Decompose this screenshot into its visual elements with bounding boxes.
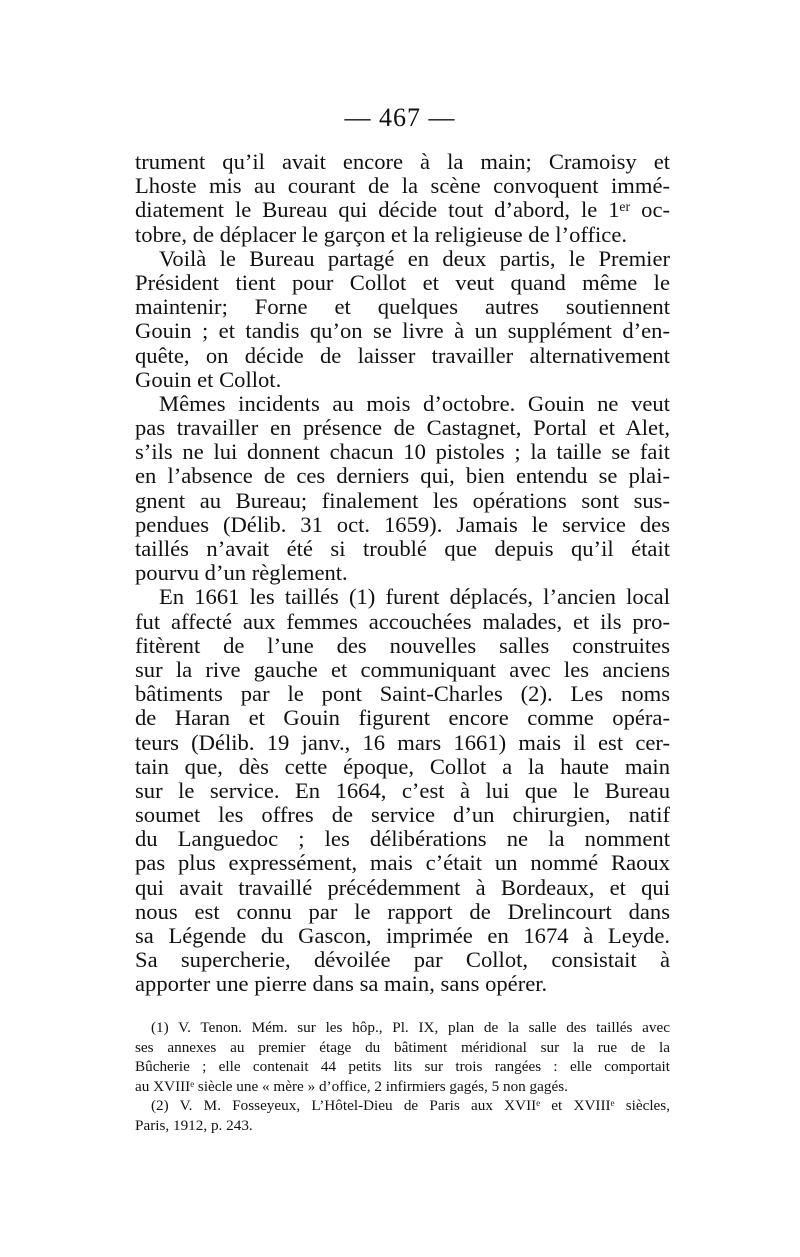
body-line: taillés n’avait été si troublé que depuis qu’il était	[135, 536, 670, 561]
body-line: tobre, de déplacer le garçon et la religieuse de l’office.	[135, 221, 627, 247]
body-line: maintenir; Forne et quelques autres soutiennent	[135, 294, 670, 320]
body-line: Président tient pour Collot et veut quand même le	[135, 269, 670, 295]
body-line: fitèrent de l’une des nouvelles salles construites	[135, 632, 670, 658]
footnote-line: (2) V. M. Fosseyeux, L’Hôtel-Dieu de Paris aux XVIIᵉ et XVIIIᵉ siècles,	[151, 1097, 670, 1114]
body-line: soumet les offres de service d’un chirurgien, natif	[135, 802, 670, 828]
body-line: gnent au Bureau; finalement les opérations sont sus-	[135, 487, 670, 513]
body-line: teurs (Délib. 19 janv., 16 mars 1661) mais il est cer-	[135, 729, 670, 755]
body-line: quête, on décide de laisser travailler alternativement	[135, 342, 670, 368]
body-line: tain que, dès cette époque, Collot a la haute main	[135, 753, 670, 779]
footnote-line: Bûcherie ; elle contenait 44 petits lits sur trois rangées : elle comportait	[135, 1058, 670, 1075]
footnote-line: au XVIIIᵉ siècle une « mère » d’office, 2 infirmiers gagés, 5 non gagés.	[135, 1077, 568, 1095]
body-line: en l’absence de ces derniers qui, bien entendu se plai-	[135, 463, 670, 489]
body-line: nous est connu par le rapport de Drelincourt dans	[135, 898, 670, 924]
body-line: qui avait travaillé précédemment à Bordeaux, et qui	[135, 874, 670, 900]
body-line: diatement le Bureau qui décide tout d’abord, le 1ᵉʳ oc-	[135, 197, 670, 223]
body-line: trument qu’il avait encore à la main; Cramoisy et	[135, 149, 670, 174]
body-line: de Haran et Gouin figurent encore comme opéra-	[135, 705, 670, 731]
page-number: — 467 —	[344, 103, 456, 132]
body-line: apporter une pierre dans sa main, sans opérer.	[135, 971, 548, 997]
body-line: Voilà le Bureau partagé en deux partis, le Premier	[159, 245, 670, 271]
body-text	[135, 150, 670, 997]
body-line: fut affecté aux femmes accouchées malades, et ils pro-	[135, 608, 670, 634]
body-line: sur le service. En 1664, c’est à lui que le Bureau	[135, 777, 670, 803]
footnote-line: Paris, 1912, p. 243.	[135, 1116, 253, 1134]
body-line: Gouin et Collot.	[135, 366, 282, 392]
body-line: En 1661 les taillés (1) furent déplacés, l’ancien local	[159, 584, 670, 610]
footnote-line: ses annexes au premier étage du bâtiment méridional sur la rue de la	[135, 1038, 670, 1056]
body-line: pourvu d’un règlement.	[135, 560, 348, 586]
body-line: pas travailler en présence de Castagnet, Portal et Alet,	[135, 415, 670, 441]
body-line: sa Légende du Gascon, imprimée en 1674 à Leyde.	[135, 923, 670, 948]
body-line: Gouin ; et tandis qu’on se livre à un supplément d’en-	[135, 318, 670, 344]
body-line: Lhoste mis au courant de la scène convoquent immé-	[135, 173, 670, 199]
body-line: du Languedoc ; les délibérations ne la nomment	[135, 826, 670, 852]
body-line: bâtiments par le pont Saint-Charles (2). Les noms	[135, 681, 670, 707]
body-line: pas plus expressément, mais c’était un nommé Raoux	[135, 850, 670, 876]
body-line: Sa supercherie, dévoilée par Collot, consistait à	[135, 947, 670, 973]
body-line: sur la rive gauche et communiquant avec les anciens	[135, 656, 670, 682]
body-line: pendues (Délib. 31 oct. 1659). Jamais le service des	[135, 511, 670, 537]
footnote-line: (1) V. Tenon. Mém. sur les hôp., Pl. IX, plan de la salle des taillés avec	[151, 1019, 670, 1036]
body-line: s’ils ne lui donnent chacun 10 pistoles ; la taille se fait	[135, 439, 670, 465]
footnotes	[135, 1018, 670, 1135]
body-line: Mêmes incidents au mois d’octobre. Gouin ne veut	[159, 390, 670, 416]
